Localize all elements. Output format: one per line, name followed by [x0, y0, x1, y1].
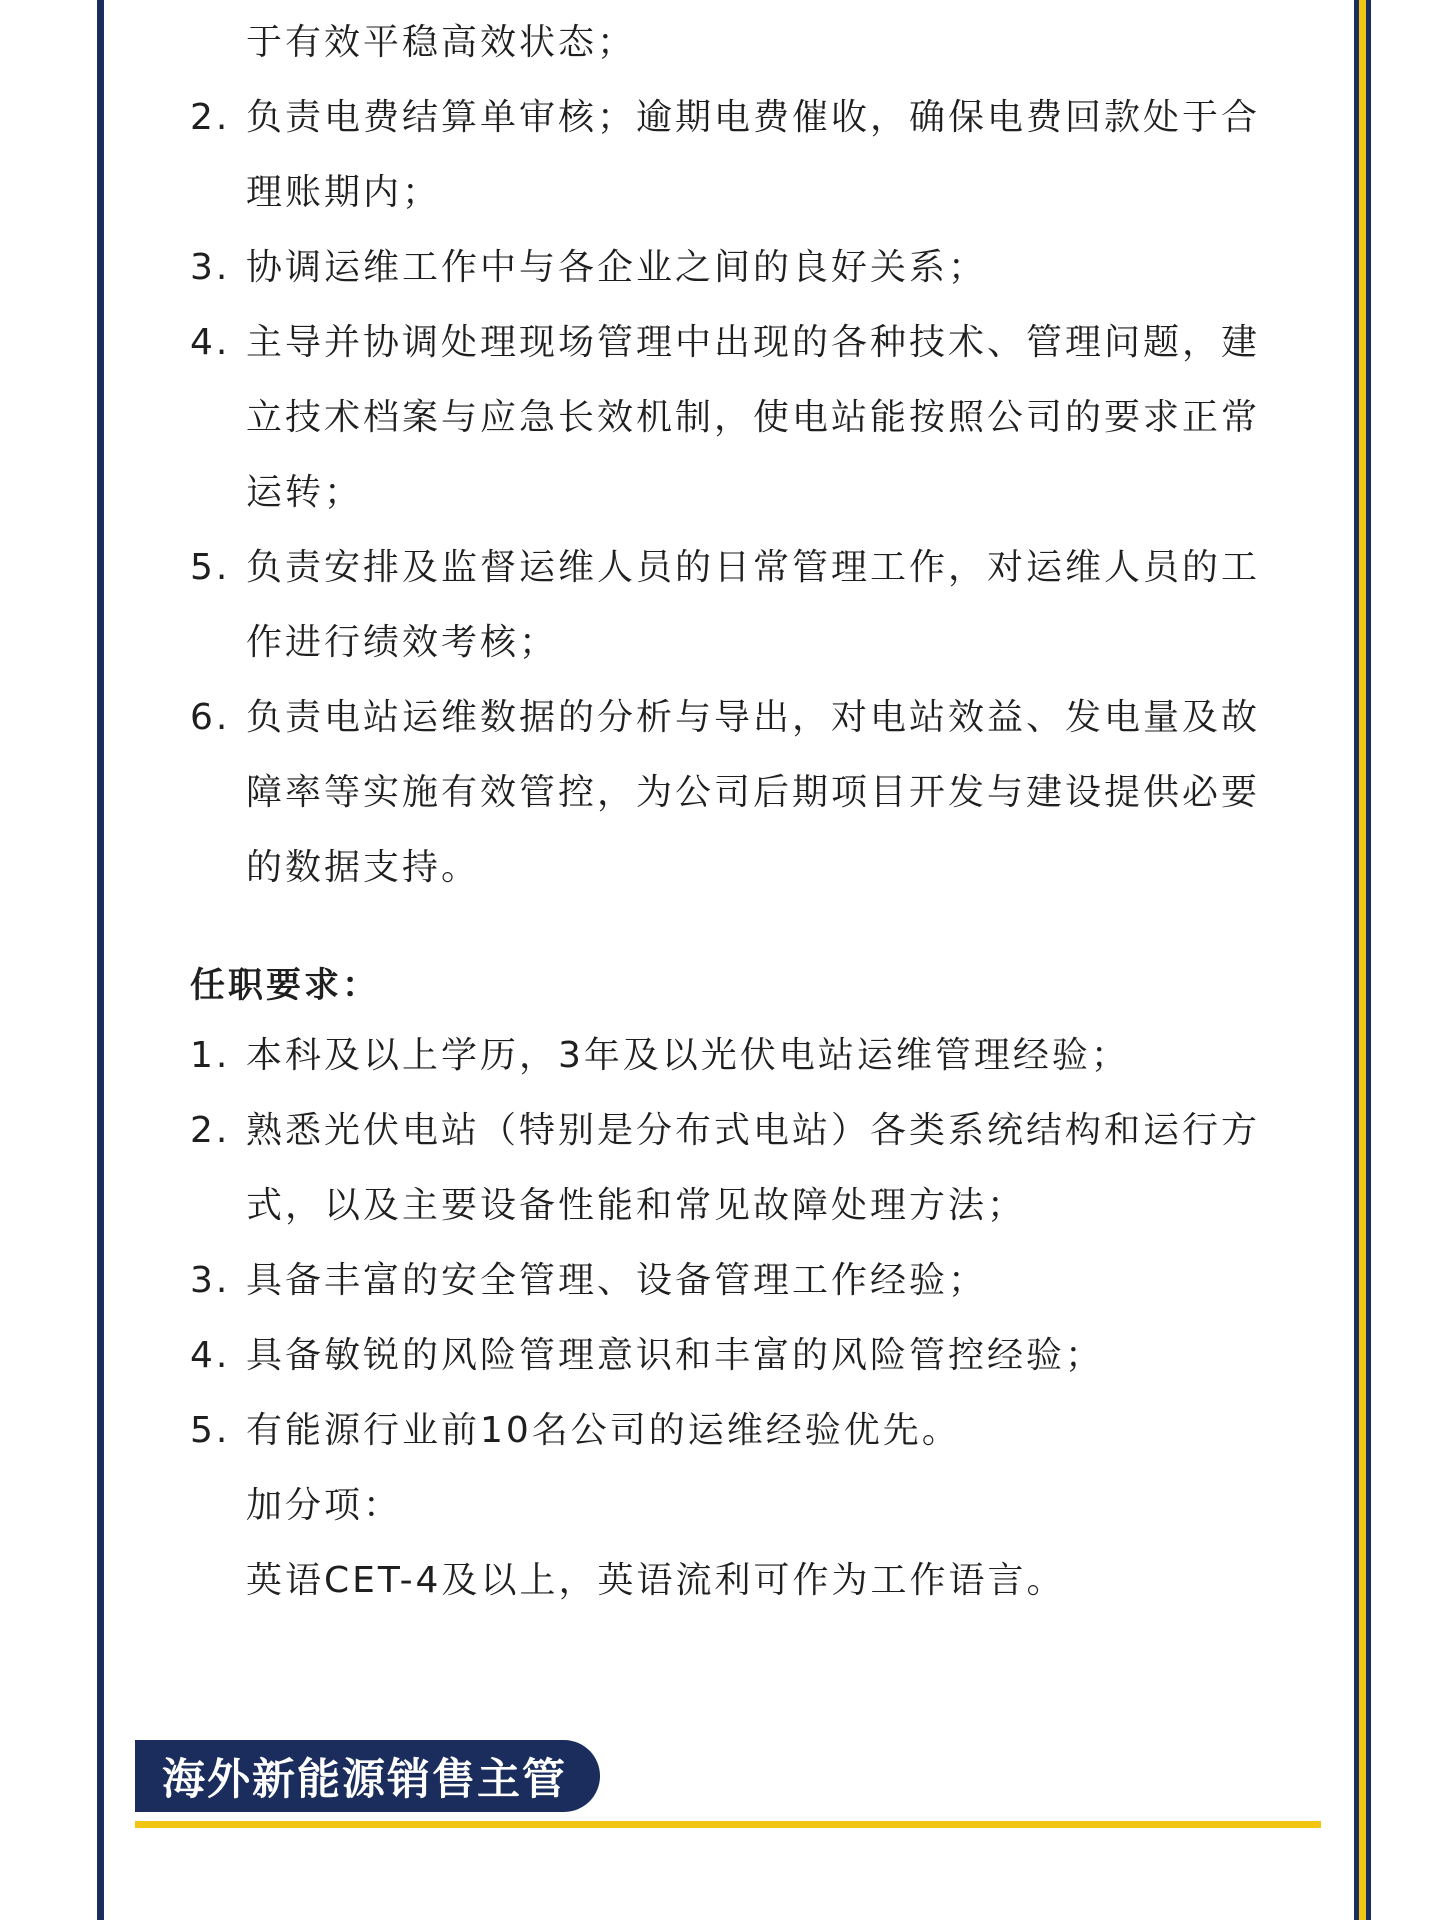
list-number: 5.	[190, 1410, 231, 1451]
list-number: 3.	[190, 247, 231, 288]
frame-left-border	[97, 0, 104, 1920]
list-number: 1.	[190, 1035, 231, 1076]
list-number: 6.	[190, 697, 231, 738]
frame-right-border	[1354, 0, 1371, 1920]
requirements-heading: 任职要求：	[190, 966, 381, 1006]
list-number: 3.	[190, 1260, 231, 1301]
section-title: 海外新能源销售主管	[162, 1754, 567, 1805]
frame-right-gold-stripe	[1359, 0, 1366, 1920]
list-number: 4.	[190, 1335, 231, 1376]
list-number: 5.	[190, 547, 231, 588]
list-number: 2.	[190, 97, 231, 138]
list-number: 2.	[190, 1110, 231, 1151]
section-title-badge	[135, 1740, 600, 1812]
section-divider	[135, 1821, 1321, 1828]
list-number: 4.	[190, 322, 231, 363]
